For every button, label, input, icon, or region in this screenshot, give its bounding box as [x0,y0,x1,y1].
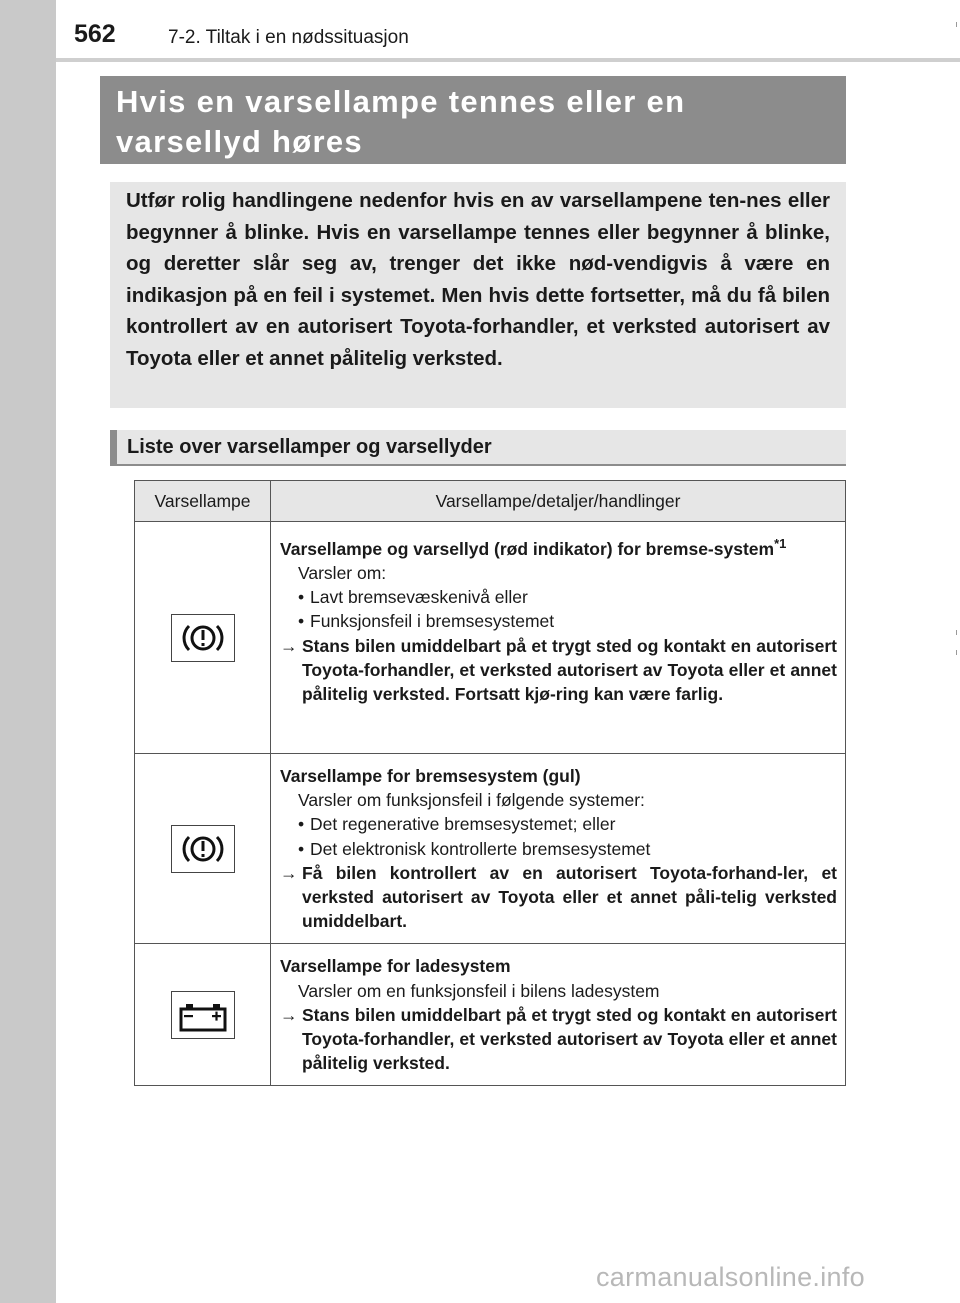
icon-cell [135,522,271,754]
detail-cell [271,522,846,754]
warns-label: Varsler om funksjonsfeil i følgende systemer: [298,790,645,811]
list-item: • Funksjonsfeil i bremsesystemet [280,609,837,633]
margin-tick [956,650,957,655]
list-item: • Det elektronisk kontrollerte bremsesystemet [280,837,837,861]
page-title-line-1: Hvis en varsellampe tennes eller en [116,84,686,119]
watermark: carmanualsonline.info [596,1262,865,1292]
list-heading: Liste over varsellamper og varsellyder [110,430,846,466]
lamp-title: Varsellampe for ladesystem [280,956,511,977]
detail-cell [271,754,846,944]
table-row [135,522,846,754]
brake-warning-icon [171,825,235,873]
icon-cell [135,944,271,1086]
icon-cell [135,754,271,944]
list-item: • Lavt bremsevæskenivå eller [280,585,837,609]
margin-tick [956,22,957,27]
brake-warning-icon [171,614,235,662]
page-title-line-2: varsellyd høres [116,124,363,159]
battery-icon [171,991,235,1039]
intro-text: Utfør rolig handlingene nedenfor hvis en av varsellampene ten-nes eller begynner å blinke. Hvis en varsellampe tennes eller begynner å blinke, og deretter slår seg av, trenger det ikke nød-vendigvis å være en indikasjon på en feil i systemet. Men hvis dette fortsetter, må du få bilen kontrollert av en autorisert Toyota-forhandler, et verksted autorisert av Toyota eller et annet pålitelig verksted. [126,189,830,370]
lamp-title: Varsellampe for bremsesystem (gul) [280,766,581,786]
table-header-row [135,481,846,522]
action-text: → Få bilen kontrollert av en autorisert Toyota-forhand-ler, et verksted autorisert av Toyota eller et annet påli-telig verksted umiddelbart. [280,862,837,932]
warning-light-table [134,480,846,1086]
table-row [135,944,846,1086]
table-row [135,754,846,944]
warns-label: Varsler om: [298,563,387,584]
header-rule [56,58,960,62]
margin-tick [956,630,957,635]
page-number: 562 [74,20,116,48]
arrow-icon: → [280,862,298,883]
warns-label: Varsler om en funksjonsfeil i bilens ladesystem [298,980,660,1001]
footnote-marker: *1 [774,536,787,551]
column-header-details: Varsellampe/detaljer/handlinger [271,481,846,522]
section-label: 7-2. Tiltak i en nødssituasjon [168,27,409,48]
lamp-title: Varsellampe og varsellyd (rød indikator) for bremse-system$^{*1}$ [280,536,787,559]
intro-box [110,182,846,408]
list-item: • Det regenerative bremsesystemet; eller [280,812,837,836]
detail-cell [271,944,846,1086]
column-header-lamp: Varsellampe [135,481,271,522]
page-title [100,76,846,164]
arrow-icon: → [280,1004,298,1025]
action-text: → Stans bilen umiddelbart på et trygt sted og kontakt en autorisert Toyota-forhandler, et verksted autorisert av Toyota eller et annet pålitelig verksted. Fortsatt kjø-ring kan være farlig. [280,635,837,705]
action-text: → Stans bilen umiddelbart på et trygt sted og kontakt en autorisert Toyota-forhandler, et verksted autorisert av Toyota eller et annet pålitelig verksted. [280,1004,837,1074]
side-strip [0,0,56,1303]
arrow-icon: → [280,635,298,656]
